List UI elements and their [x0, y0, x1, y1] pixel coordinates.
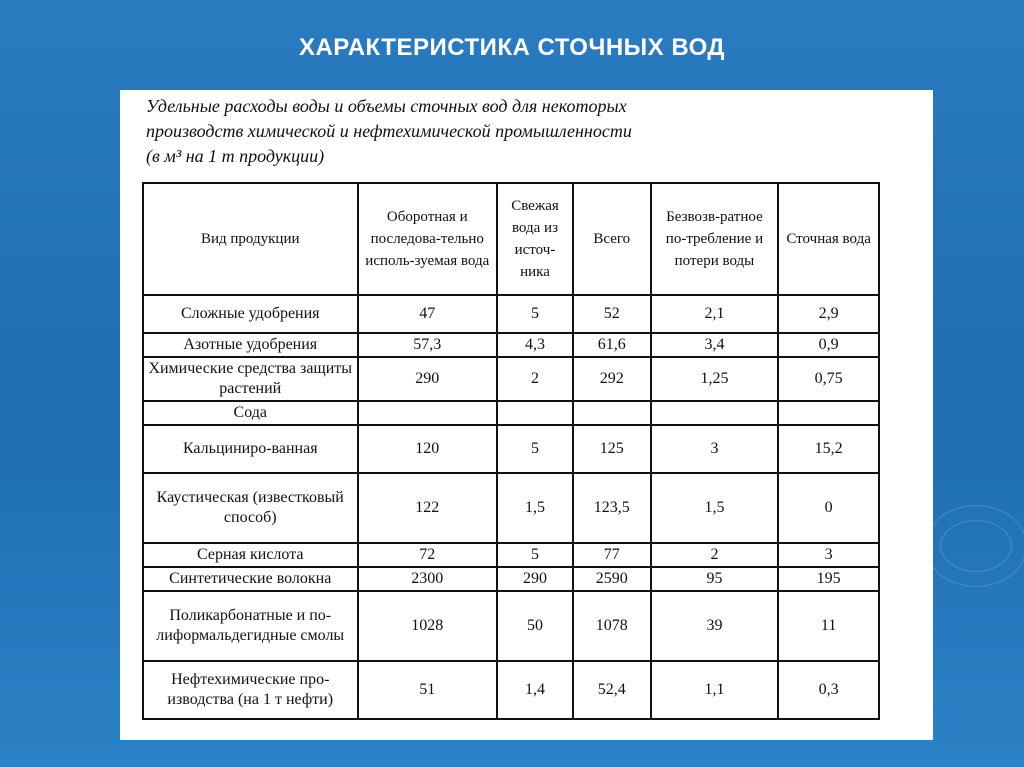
product-name-cell: Нефтехимические про-изводства (на 1 т нефти): [143, 661, 358, 719]
value-cell: 2,1: [651, 295, 779, 333]
value-cell: [358, 401, 498, 425]
table-row: [143, 401, 879, 425]
product-name-cell: Поликарбонатные и по-лиформальдегидные смолы: [143, 591, 358, 661]
value-cell: 125: [573, 425, 651, 473]
product-name-cell: Азотные удобрения: [143, 333, 358, 357]
product-name-cell: Химические средства защиты растений: [143, 357, 358, 401]
caption-line: производств химической и нефтехимической промышленности: [146, 121, 632, 141]
value-cell: 2: [497, 357, 573, 401]
value-cell: 290: [497, 567, 573, 591]
table-row: [143, 295, 879, 333]
product-name-cell: Сложные удобрения: [143, 295, 358, 333]
table-row: [143, 473, 879, 543]
slide-title: ХАРАКТЕРИСТИКА СТОЧНЫХ ВОД: [298, 34, 726, 61]
value-cell: [497, 401, 573, 425]
value-cell: 195: [778, 567, 879, 591]
value-cell: 3: [651, 425, 779, 473]
header-row: [143, 183, 879, 295]
value-cell: 50: [497, 591, 573, 661]
product-name-cell: Сода: [143, 401, 358, 425]
value-cell: 3,4: [651, 333, 779, 357]
value-cell: 3: [778, 543, 879, 567]
header-cell: Вид продукции: [143, 183, 358, 295]
product-name-cell: Кальциниро-ванная: [143, 425, 358, 473]
value-cell: 5: [497, 425, 573, 473]
table-row: [143, 543, 879, 567]
value-cell: 11: [778, 591, 879, 661]
table-row: [143, 591, 879, 661]
value-cell: 1,25: [651, 357, 779, 401]
value-cell: 47: [358, 295, 498, 333]
product-name-cell: Каустическая (известковый способ): [143, 473, 358, 543]
value-cell: 2: [651, 543, 779, 567]
value-cell: 120: [358, 425, 498, 473]
scanned-document: [120, 90, 933, 740]
table-caption: [146, 94, 906, 169]
caption-line: (в м³ на 1 т продукции): [146, 146, 325, 166]
header-cell: Оборотная и последова-тельно исполь-зуемая вода: [358, 183, 498, 295]
value-cell: 4,3: [497, 333, 573, 357]
header-cell: Свежая вода из источ-ника: [497, 183, 573, 295]
value-cell: 72: [358, 543, 498, 567]
value-cell: 1,5: [497, 473, 573, 543]
caption-line: Удельные расходы воды и объемы сточных вод для некоторых: [146, 96, 627, 116]
value-cell: 52: [573, 295, 651, 333]
decorative-ripple: [925, 505, 1024, 587]
product-name-cell: Серная кислота: [143, 543, 358, 567]
water-usage-table: [142, 182, 880, 720]
value-cell: 5: [497, 295, 573, 333]
value-cell: 0,75: [778, 357, 879, 401]
value-cell: 2590: [573, 567, 651, 591]
value-cell: 0,3: [778, 661, 879, 719]
value-cell: 77: [573, 543, 651, 567]
value-cell: 1,1: [651, 661, 779, 719]
value-cell: 292: [573, 357, 651, 401]
product-name-cell: Синтетические волокна: [143, 567, 358, 591]
value-cell: 15,2: [778, 425, 879, 473]
value-cell: 1,5: [651, 473, 779, 543]
value-cell: 5: [497, 543, 573, 567]
value-cell: 57,3: [358, 333, 498, 357]
table-row: [143, 425, 879, 473]
header-cell: Сточная вода: [778, 183, 879, 295]
table-row: [143, 661, 879, 719]
value-cell: 290: [358, 357, 498, 401]
value-cell: 95: [651, 567, 779, 591]
table-row: [143, 333, 879, 357]
value-cell: [778, 401, 879, 425]
value-cell: 1078: [573, 591, 651, 661]
header-cell: Всего: [573, 183, 651, 295]
table-row: [143, 357, 879, 401]
table-row: [143, 567, 879, 591]
value-cell: 123,5: [573, 473, 651, 543]
value-cell: [651, 401, 779, 425]
value-cell: 61,6: [573, 333, 651, 357]
value-cell: 52,4: [573, 661, 651, 719]
value-cell: 39: [651, 591, 779, 661]
value-cell: [573, 401, 651, 425]
value-cell: 122: [358, 473, 498, 543]
value-cell: 0: [778, 473, 879, 543]
header-cell: Безвозв-ратное по-требление и потери воды: [651, 183, 779, 295]
value-cell: 1028: [358, 591, 498, 661]
value-cell: 1,4: [497, 661, 573, 719]
value-cell: 0,9: [778, 333, 879, 357]
value-cell: 2300: [358, 567, 498, 591]
value-cell: 51: [358, 661, 498, 719]
value-cell: 2,9: [778, 295, 879, 333]
